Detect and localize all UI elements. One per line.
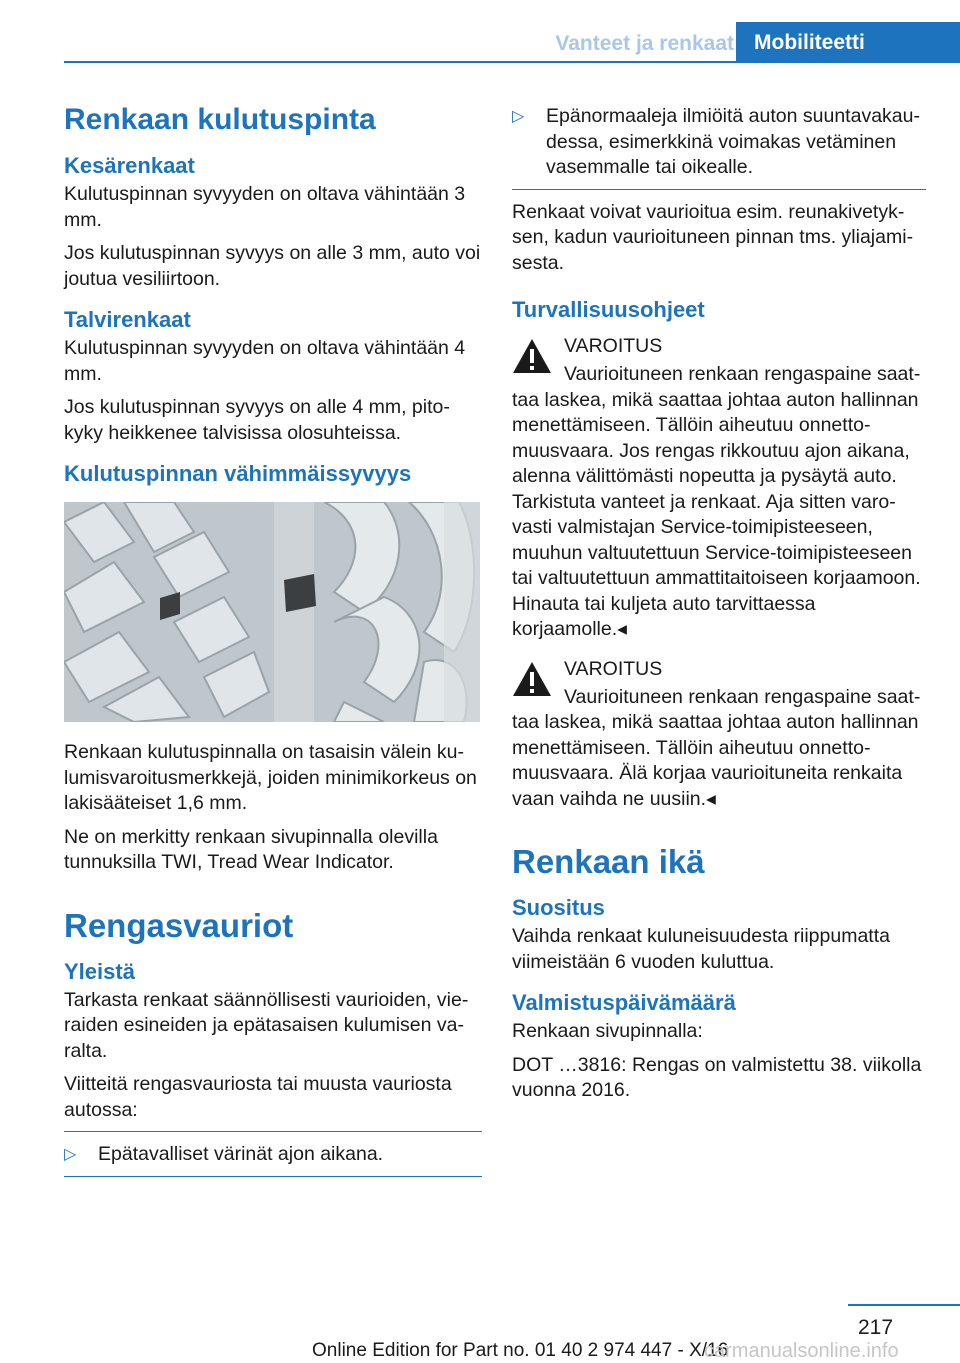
winter-text-1: Kulutuspinnan syvyyden on oltava vähintään 4 mm.	[64, 337, 466, 385]
general-text-2: Viitteitä rengasvauriosta tai muusta vauriosta autossa:	[64, 1073, 452, 1121]
recommendation-text: Vaihda renkaat kuluneisuudesta riippumatta viimeistään 6 vuoden kuluttua.	[512, 925, 890, 973]
manufacture-date-text-1: Renkaan sivupinnalla:	[512, 1020, 703, 1042]
figure-caption-1: Renkaan kulutuspinnalla on tasaisin välein kulumisvaroitusmerkkejä, joiden minimikorkeus on lakisääteiset 1,6 mm.	[64, 741, 477, 814]
warning-text: Vaurioituneen renkaan rengaspaine saattaa laskea, mikä saattaa johtaa auton hallinnan menettämiseen. Tällöin aiheutuu onnettomuusvaara. Jos rengas rikkoutuu ajon aikana, alenna välittömästi nopeutta ja pysäytä auto. Tarkistuta vanteet ja renkaat. Aja sitten varovasti valmistajan Service-toimipisteeseen, muuhun valtuutettuun Service-toimipisteeseen tai valtuutettuun ammattitaitoiseen korjaamoon. Hinauta tai kuljeta auto tarvittaessa korjaamolle.◂	[512, 363, 921, 640]
winter-text-2: Jos kulutuspinnan syvyys on alle 4 mm, pitokyky heikkenee talvisissa olosuhteissa.	[64, 396, 450, 444]
summer-text-2: Jos kulutuspinnan syvyys on alle 3 mm, auto voi joutua vesiliirtoon.	[64, 242, 481, 290]
triangle-right-icon: ▷	[512, 108, 525, 125]
divider	[64, 1176, 482, 1177]
summer-text-1: Kulutuspinnan syvyyden on oltava vähintään 3 mm.	[64, 183, 466, 231]
list-item	[64, 1142, 482, 1168]
general-heading: Yleistä	[64, 958, 135, 984]
warning-block	[512, 334, 926, 643]
warning-title: VAROITUS	[564, 335, 663, 357]
divider	[64, 1131, 482, 1132]
watermark: carmanualsonline.info	[704, 1340, 899, 1362]
manufacture-date-text-2: DOT …3816: Rengas on valmistettu 38. viikolla vuonna 2016.	[512, 1053, 922, 1101]
warning-title: VAROITUS	[564, 657, 663, 680]
damage-title: Rengasvauriot	[64, 906, 294, 944]
warning-text: Vaurioituneen renkaan rengaspaine saattaa laskea, mikä saattaa johtaa auton hallinnan menettämiseen. Tällöin aiheutuu onnettomuusvaara. Älä korjaa vaurioituneita renkaita vaan vaihda ne uusiin.◂	[512, 685, 921, 810]
damage-causes-text: Renkaat voivat vaurioitua esim. reunakivetyksen, kadun vaurioituneen pinnan tms. yliajamisesta.	[512, 200, 914, 274]
triangle-right-icon: ▷	[64, 1146, 77, 1163]
footer-edition: Online Edition for Part no. 01 40 2 974 447 - X/16	[312, 1340, 729, 1361]
list-item	[512, 104, 926, 181]
manufacture-date-heading: Valmistuspäivämäärä	[512, 990, 736, 1015]
left-column	[64, 98, 482, 1187]
figure-caption-2: Ne on merkitty renkaan sivupinnalla olevilla tunnuksilla TWI, Tread Wear Indicator.	[64, 825, 438, 873]
page-number: 217	[858, 1316, 894, 1339]
tread-wear-indicator-image	[64, 502, 480, 722]
winter-tires-heading: Talvirenkaat	[64, 307, 191, 332]
recommendation-heading: Suositus	[512, 895, 605, 920]
list-item-text: Epänormaaleja ilmiöitä auton suuntavakaudessa, esimerkkinä voimakas vetäminen vasemmalle tai oikealle.	[546, 105, 920, 178]
general-text-1: Tarkasta renkaat säännöllisesti vaurioiden, vieraiden esineiden ja epätasaisen kulumisen varalta.	[64, 988, 469, 1062]
header-chapter-tab: Mobiliteetti	[736, 22, 960, 63]
right-column	[512, 98, 926, 1112]
safety-heading: Turvallisuusohjeet	[512, 297, 705, 322]
warning-triangle-icon	[512, 338, 552, 374]
min-depth-heading: Kulutuspinnan vähimmäissyvyys	[64, 461, 412, 486]
warning-triangle-icon	[512, 661, 552, 697]
summer-tires-heading: Kesärenkaat	[64, 153, 195, 178]
list-item-text: Epätavalliset värinät ajon aikana.	[98, 1143, 384, 1165]
tire-age-title: Renkaan ikä	[512, 843, 705, 880]
warning-block	[512, 657, 926, 813]
divider	[512, 189, 926, 190]
tire-tread-illustration	[64, 502, 480, 722]
footer-rule	[848, 1304, 960, 1306]
header-rule	[64, 61, 960, 63]
header-section-title: Vanteet ja renkaat	[555, 32, 734, 55]
page-title: Renkaan kulutuspinta	[64, 103, 376, 136]
